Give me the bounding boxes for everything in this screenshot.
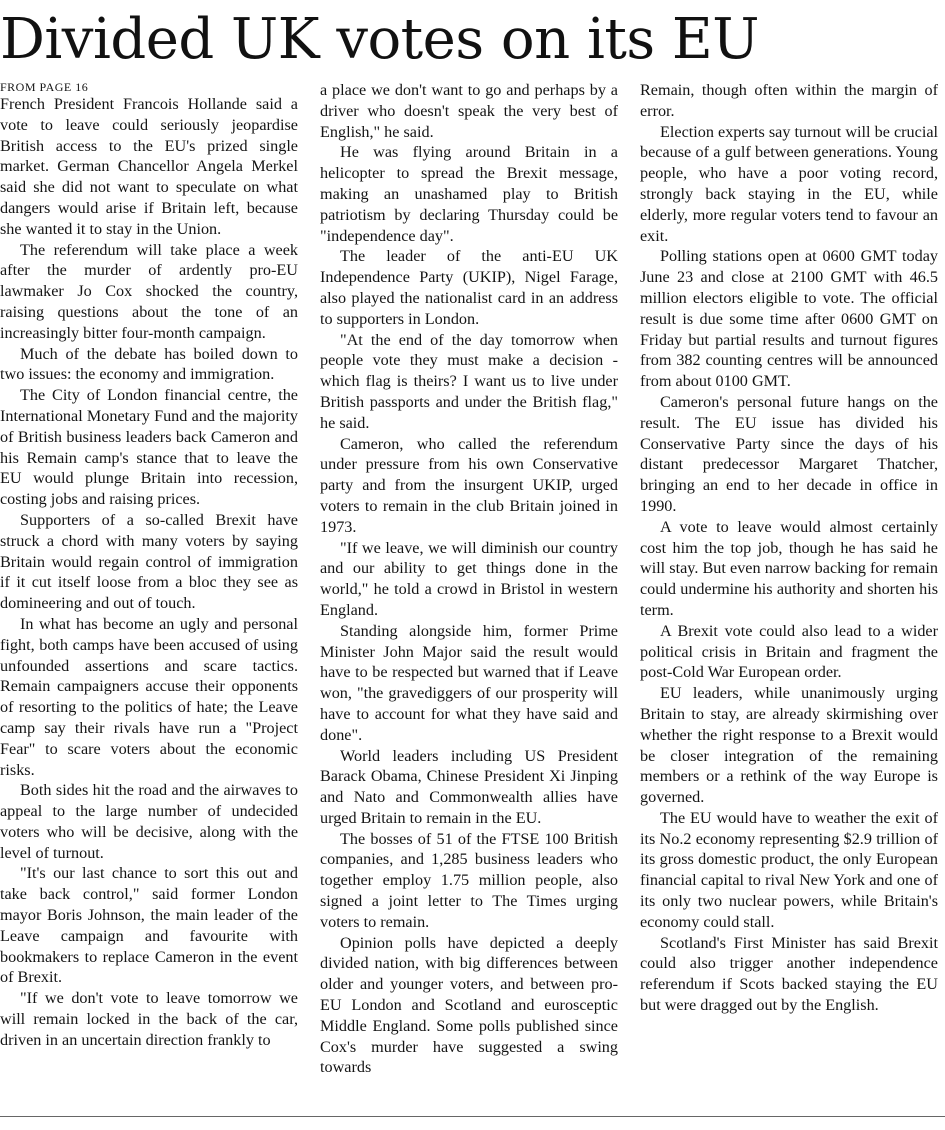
paragraph: The leader of the anti-EU UK Independence Party (UKIP), Nigel Farage, also played the nationalist card in an address to supporters in London. bbox=[320, 247, 618, 328]
paragraph: He was flying around Britain in a helicopter to spread the Brexit message, making an unashamed play to British patriotism by declaring Thursday could be "independence day". bbox=[320, 143, 618, 245]
article-column-2 bbox=[320, 80, 618, 1078]
paragraph: A vote to leave would almost certainly cost him the top job, though he has said he will stay. But even narrow backing for remain could undermine his authority and shorten his term. bbox=[640, 517, 938, 619]
paragraph-continued: Remain, though often within the margin of error. bbox=[640, 81, 938, 120]
paragraph: EU leaders, while unanimously urging Britain to stay, are already skirmishing over whether the right response to a Brexit would be closer integration of the remaining members or a rethink of the way Europe is governed. bbox=[640, 684, 938, 807]
paragraph: The EU would have to weather the exit of its No.2 economy representing $2.9 trillion of its gross domestic product, the only European financial capital to rival New York and one of its only two nuclear powers, while Britain's economy could stall. bbox=[640, 808, 938, 931]
paragraph: Polling stations open at 0600 GMT today June 23 and close at 2100 GMT with 46.5 million electors eligible to vote. The official result is due some time after 0600 GMT on Friday but partial results and turnout figures from 382 counting centres will be announced from about 0100 GMT. bbox=[640, 247, 938, 391]
paragraph-continued: a place we don't want to go and perhaps by a driver who doesn't speak the very best of English," he said. bbox=[320, 81, 618, 141]
paragraph: Supporters of a so-called Brexit have struck a chord with many voters by saying Britain would regain control of immigration if it cut itself loose from a bloc they see as domineering and out of touch. bbox=[0, 510, 298, 613]
paragraph: "If we don't vote to leave tomorrow we will remain locked in the back of the car, driven in an uncertain direction frankly to bbox=[0, 989, 298, 1049]
paragraph: Election experts say turnout will be crucial because of a gulf between generations. Young people, who have a poor voting record, strongly back staying in the EU, while elderly, more regular voters tend to favour an exit. bbox=[640, 122, 938, 245]
paragraph: The bosses of 51 of the FTSE 100 British companies, and 1,285 business leaders who together employ 1.75 million people, also signed a joint letter to The Times urging voters to remain. bbox=[320, 829, 618, 931]
paragraph: Much of the debate has boiled down to two issues: the economy and immigration. bbox=[0, 344, 298, 384]
paragraph: Opinion polls have depicted a deeply divided nation, with big differences between older and younger voters, and between pro-EU London and Scotland and eurosceptic Middle England. Some polls published since Cox's murder have suggested a swing towards bbox=[320, 933, 618, 1077]
paragraph: The City of London financial centre, the International Monetary Fund and the majority of British business leaders back Cameron and his Remain camp's stance that to leave the EU would plunge Britain into recession, costing jobs and raising prices. bbox=[0, 386, 298, 509]
paragraph: Cameron, who called the referendum under pressure from his own Conservative party and from the insurgent UKIP, urged voters to remain in the club Britain joined in 1973. bbox=[320, 434, 618, 536]
paragraph: Both sides hit the road and the airwaves to appeal to the large number of undecided voters who will be decisive, along with the level of turnout. bbox=[0, 781, 298, 862]
headline: Divided UK votes on its EU bbox=[0, 7, 759, 72]
paragraph: "It's our last chance to sort this out and take back control," said former London mayor Boris Johnson, the main leader of the Leave campaign and favourite with bookmakers to replace Cameron in the event of Brexit. bbox=[0, 864, 298, 987]
bottom-rule bbox=[0, 1116, 945, 1117]
paragraph: The referendum will take place a week after the murder of ardently pro-EU lawmaker Jo Cox shocked the country, raising questions about the tone of an increasingly bitter four-month campaign. bbox=[0, 240, 298, 342]
paragraph: World leaders including US President Barack Obama, Chinese President Xi Jinping and Nato and Commonwealth allies have urged Britain to remain in the EU. bbox=[320, 746, 618, 827]
paragraph: Cameron's personal future hangs on the result. The EU issue has divided his Conservative Party since the days of his distant predecessor Margaret Thatcher, bringing an end to her decade in office in 1990. bbox=[640, 392, 938, 515]
paragraph: A Brexit vote could also lead to a wider political crisis in Britain and fragment the post-Cold War European order. bbox=[640, 621, 938, 682]
paragraph: Scotland's First Minister has said Brexit could also trigger another independence referendum if Scots backed staying the EU but were dragged out by the English. bbox=[640, 933, 938, 1015]
jump-line: FROM PAGE 16 bbox=[0, 80, 89, 94]
paragraph: Standing alongside him, former Prime Minister John Major said the result would have to be respected but warned that if Leave won, "the gravediggers of our prosperity will have to account for what they have said and done". bbox=[320, 621, 618, 744]
paragraph: In what has become an ugly and personal fight, both camps have been accused of using unfounded assertions and scare tactics. Remain campaigners accuse their opponents of resorting to the politics of hate; the Leave camp say their rivals have run a "Project Fear" to scare voters about the economic risks. bbox=[0, 614, 298, 779]
paragraph: "If we leave, we will diminish our country and our ability to get things done in the world," he told a crowd in Bristol in western England. bbox=[320, 538, 618, 619]
paragraph: "At the end of the day tomorrow when people vote they must make a decision - which flag is theirs? I want us to live under British passports and under the British flag," he said. bbox=[320, 330, 618, 432]
paragraph: French President Francois Hollande said a vote to leave could seriously jeopardise British access to the EU's prized single market. German Chancellor Angela Merkel said she did not want to speculate on what dangers would arise if Britain left, because she wanted it to stay in the Union. bbox=[0, 95, 298, 238]
article-column-1 bbox=[0, 80, 298, 1051]
article-column-3 bbox=[640, 80, 938, 1016]
